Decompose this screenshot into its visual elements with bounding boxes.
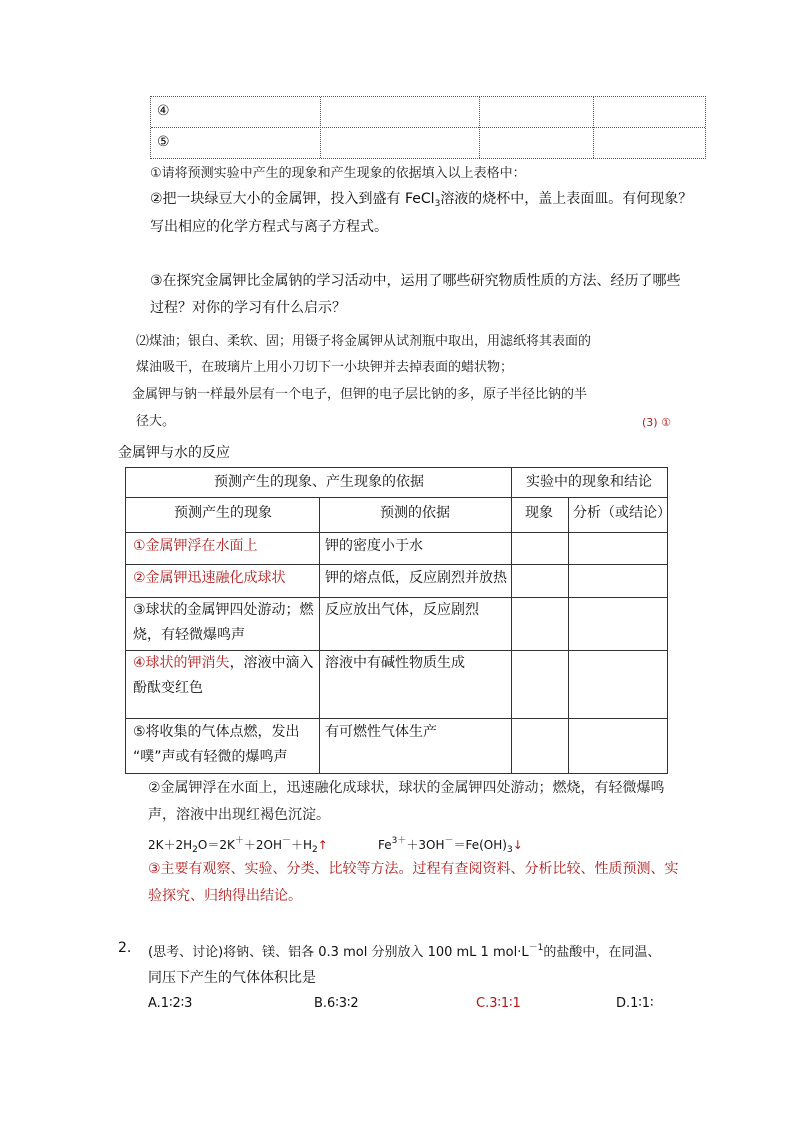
answer-methods-line2: 验探究、归纳得出结论。 [148, 888, 302, 904]
row4-phenomenon-rest: ，溶液中滴入 [229, 655, 314, 671]
header-predicted-phenomenon: 预测产生的现象 [174, 505, 272, 521]
row4-phenomenon-line1 [133, 651, 314, 676]
option-c: C.3∶1∶1 [476, 996, 521, 1011]
instruction-1: ①请将预测实验中产生的现象和产生现象的依据填入以上表格中： [150, 166, 526, 181]
question-number: 2. [118, 940, 132, 956]
equation-2: $Fe^{3+}+3OH^-=Fe(OH)_3↓$ [378, 836, 523, 855]
row3-phenomenon-line1: ③球状的金属钾四处游动；燃 [133, 602, 314, 618]
header-basis: 预测的依据 [380, 505, 450, 521]
answer-2-line2: 煤油吸干，在玻璃片上用小刀切下一小块钾并去掉表面的蜡状物； [136, 360, 514, 375]
option-a: A.1∶2∶3 [148, 996, 193, 1011]
table-title: 金属钾与水的反应 [118, 445, 230, 461]
question-line1: (思考、讨论)将钠、镁、铝各 0.3 mol 分别放入 100 mL 1 $mol\cdot L^{-1}$的盐酸中，在同温、 [148, 943, 661, 960]
top-table-row-5: ⑤ [157, 134, 170, 150]
row5-basis: 有可燃性气体生产 [325, 724, 437, 740]
question-line2: 同压下产生的气体体积比是 [148, 970, 316, 986]
row4-phenomenon-line2: 酚酞变红色 [133, 680, 203, 696]
row3-phenomenon-line2: 烧，有轻微爆鸣声 [133, 627, 245, 643]
reaction-table [125, 467, 671, 774]
question-2-line1: ②把一块绿豆大小的金属钾，投入到盛有 FeCl$_3$溶液的烧杯中，盖上表面皿。有何现象？ [150, 191, 693, 209]
header-analysis: 分析（或结论） [573, 505, 671, 521]
row2-phenomenon: ②金属钾迅速融化成球状 [133, 570, 286, 586]
answer-phenomena-line2: 声，溶液中出现红褐色沉淀。 [148, 807, 330, 823]
option-b: B.6∶3∶2 [314, 996, 359, 1011]
question-3-line2: 过程？对你的学习有什么启示？ [150, 300, 346, 316]
answer-methods-line1: ③主要有观察、实验、分类、比较等方法。过程有查阅资料、分析比较、性质预测、实 [148, 861, 679, 877]
row2-basis: 钾的熔点低，反应剧烈并放热 [325, 570, 507, 586]
header-prediction: 预测产生的现象、产生现象的依据 [214, 474, 424, 490]
header-phenomenon: 现象 [525, 505, 553, 521]
answer-2-line4: 径大。 [136, 414, 176, 429]
top-table [150, 96, 706, 159]
top-table-row-4: ④ [157, 103, 170, 119]
answer-2-line3: 金属钾与钠一样最外层有一个电子，但钾的电子层比钠的多，原子半径比钠的半 [132, 387, 588, 402]
header-experiment: 实验中的现象和结论 [526, 474, 652, 490]
row4-basis: 溶液中有碱性物质生成 [325, 655, 465, 671]
row4-phenomenon-red-part: ④球状的钾消失 [133, 655, 230, 671]
row5-phenomenon-line2: “噗”声或有轻微的爆鸣声 [133, 749, 288, 765]
row1-phenomenon: ①金属钾浮在水面上 [133, 538, 258, 554]
row5-phenomenon-line1: ⑤将收集的气体点燃，发出 [133, 724, 300, 740]
row1-basis: 钾的密度小于水 [325, 538, 423, 554]
equation-1: $2K+2H_2O=2K^++2OH^-+H_2↑$ [148, 836, 328, 855]
option-d: D.1∶1∶ [616, 996, 654, 1011]
answer-2-line1: ⑵煤油；银白、柔软、固；用镊子将金属钾从试剂瓶中取出，用滤纸将其表面的 [136, 334, 592, 349]
question-2-line2: 写出相应的化学方程式与离子方程式。 [150, 219, 388, 235]
answer-phenomena-line1: ②金属钾浮在水面上，迅速融化成球状，球状的金属钾四处游动；燃烧，有轻微爆鸣 [148, 780, 665, 796]
answer-3-mark: (3) ① [642, 416, 671, 429]
row3-basis: 反应放出气体，反应剧烈 [325, 602, 479, 618]
question-3-line1: ③在探究金属钾比金属钠的学习活动中，运用了哪些研究物质性质的方法、经历了哪些 [150, 273, 681, 289]
